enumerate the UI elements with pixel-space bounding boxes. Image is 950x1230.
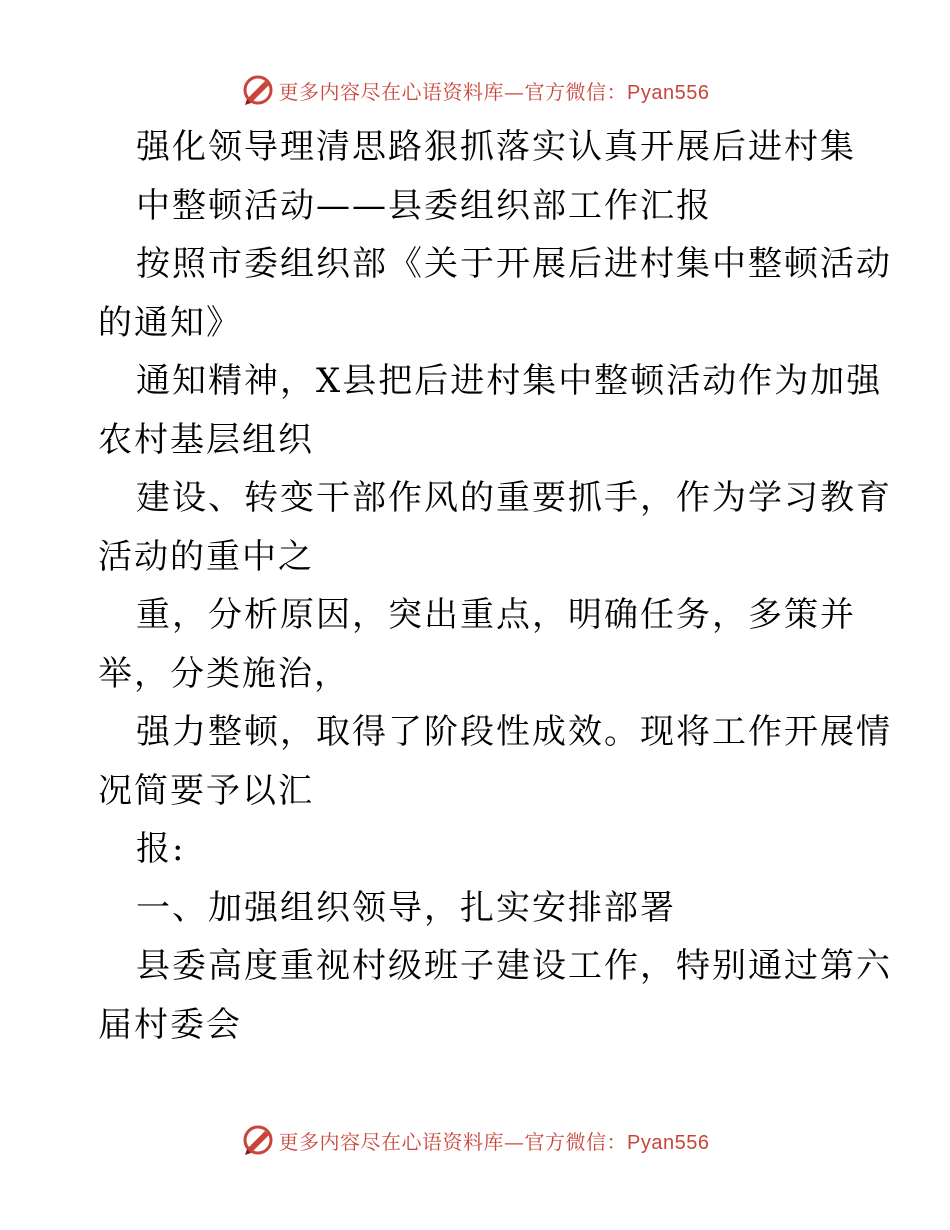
text-line: 通知精神，X县把后进村集中整顿活动作为加强: [136, 361, 883, 401]
header-watermark: [0, 70, 950, 110]
text-line: 强力整顿，取得了阶段性成效。现将工作开展情: [136, 712, 892, 752]
watermark-text: 更多内容尽在心语资料库—官方微信：Pyan556: [278, 79, 710, 104]
wechat-id: Pyan556: [627, 81, 710, 104]
footer-watermark: [0, 1120, 950, 1160]
text-line: 况简要予以汇: [98, 770, 314, 811]
pen-logo-icon: [241, 1123, 275, 1157]
text-line: 县委高度重视村级班子建设工作，特别通过第六: [136, 946, 892, 986]
text-line: 活动的重中之: [98, 536, 314, 577]
pen-logo-icon: [241, 73, 275, 107]
text-line: 按照市委组织部《关于开展后进村集中整顿活动: [136, 244, 892, 284]
text-line: 报:: [136, 829, 186, 869]
text-line: 重，分析原因，突出重点，明确任务，多策并: [136, 595, 856, 635]
text-line: 农村基层组织: [98, 419, 314, 460]
text-line: 一、加强组织领导，扎实安排部署: [136, 887, 676, 928]
text-line: 建设、转变干部作风的重要抓手，作为学习教育: [136, 478, 892, 518]
text-line: 举，分类施治，: [98, 653, 350, 694]
text-line: 中整顿活动——县委组织部工作汇报: [136, 185, 712, 226]
document-body: [98, 118, 892, 1054]
text-line: 的通知》: [98, 302, 242, 343]
wechat-id: Pyan556: [627, 1131, 710, 1154]
watermark-text: 更多内容尽在心语资料库—官方微信：Pyan556: [278, 1129, 710, 1154]
text-line: 届村委会: [98, 1004, 242, 1045]
text-line: 强化领导理清思路狠抓落实认真开展后进村集: [136, 127, 856, 167]
